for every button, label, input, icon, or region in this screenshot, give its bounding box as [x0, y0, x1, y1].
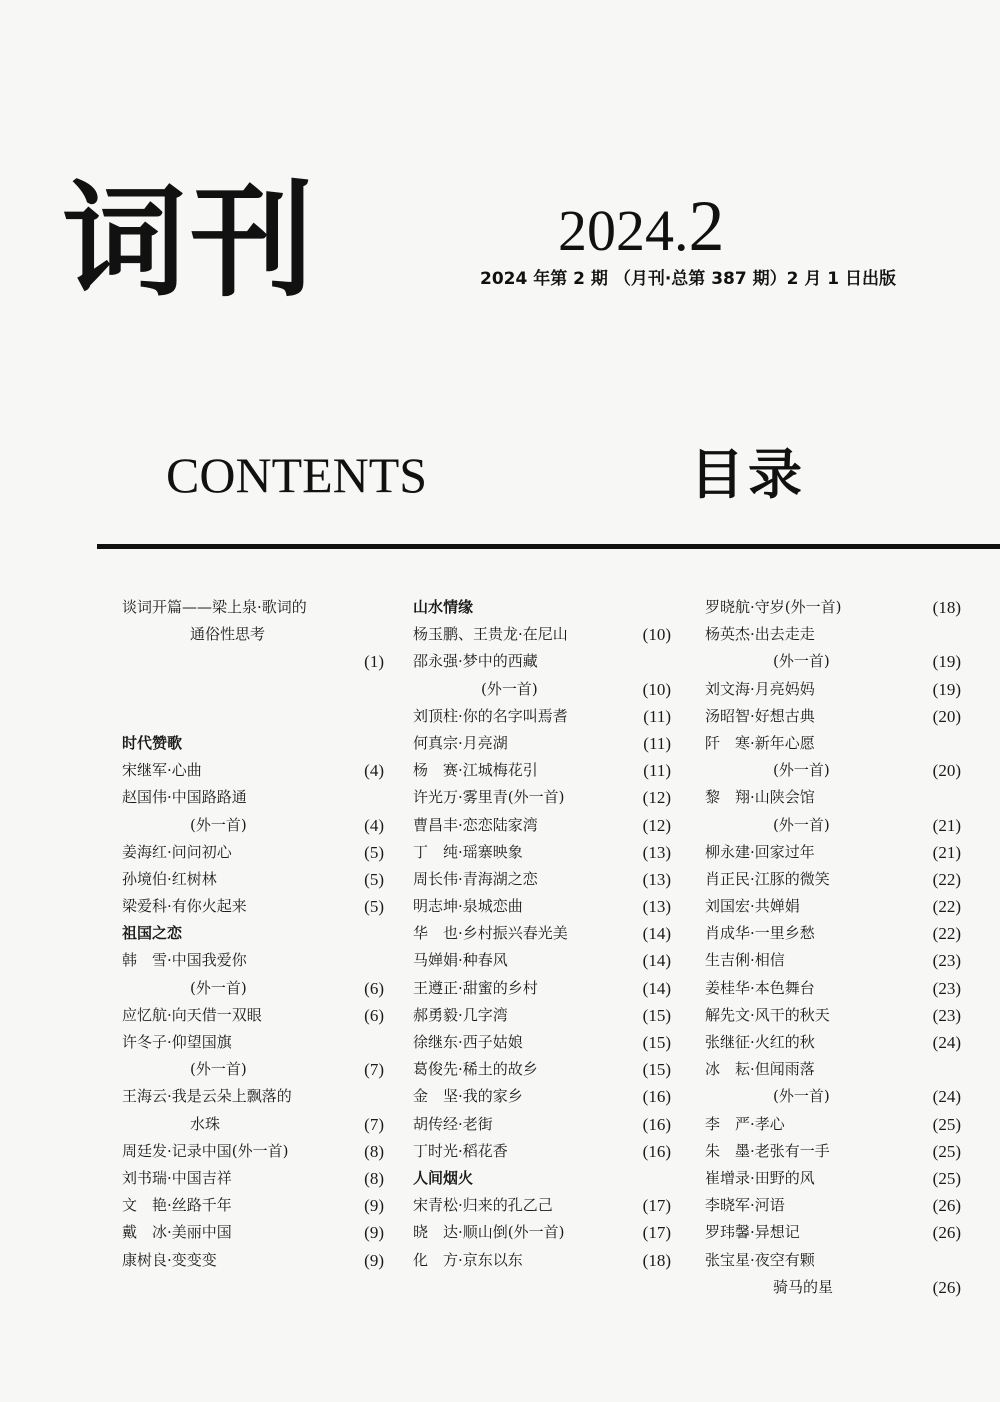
entry-title: 周廷发·记录中国(外一首) — [122, 1141, 289, 1160]
entry-page-number: (10) — [642, 679, 671, 699]
toc-entry — [705, 1274, 961, 1301]
entry-page-number: (11) — [643, 733, 671, 753]
toc-entry — [122, 1247, 384, 1274]
entry-page-number: (13) — [642, 842, 671, 862]
toc-entry — [122, 1138, 384, 1165]
entry-title: 化 方·京东以东 — [413, 1250, 523, 1269]
entry-title: 杨 赛·江城梅花引 — [413, 761, 538, 780]
entry-title: 邵永强·梦中的西藏 — [413, 652, 538, 671]
entry-page-number: (15) — [642, 1005, 671, 1025]
toc-entry — [122, 1219, 384, 1246]
entry-title: 郝勇毅·几字湾 — [413, 1005, 508, 1024]
entry-title: 阡 寒·新年心愿 — [705, 733, 815, 752]
entry-title: 姜桂华·本色舞台 — [705, 978, 815, 997]
entry-title: 生吉俐·相信 — [705, 951, 785, 970]
toc-entry — [705, 1111, 961, 1138]
entry-title: 赵国伟·中国路路通 — [122, 788, 247, 807]
entry-title: 许光万·雾里青(外一首) — [413, 788, 565, 807]
entry-title: 康树良·变变变 — [122, 1250, 217, 1269]
entry-page-number: (7) — [364, 1060, 384, 1080]
toc-entry — [413, 1029, 671, 1056]
entry-page-number: (22) — [932, 897, 961, 917]
entry-title: 杨玉鹏、王贵龙·在尼山 — [413, 625, 568, 644]
entry-title: 王遵正·甜蜜的乡村 — [413, 978, 538, 997]
toc-entry — [122, 947, 384, 974]
issue-subtitle: 2024 年第 2 期 （月刊·总第 387 期）2 月 1 日出版 — [480, 269, 897, 289]
entry-page-number: (15) — [642, 1033, 671, 1052]
entry-page-number: (20) — [932, 706, 961, 726]
entry-page-number: (15) — [642, 1060, 671, 1080]
entry-page-number: (14) — [642, 978, 671, 998]
entry-page-number: (8) — [364, 1168, 384, 1188]
divider-rule — [97, 544, 1000, 549]
entry-title: 孙境伯·红树林 — [122, 869, 217, 888]
toc-entry — [413, 703, 671, 730]
toc-entry — [122, 1165, 384, 1192]
entry-page-number: (25) — [932, 1141, 961, 1161]
toc-entry — [122, 648, 384, 675]
toc-entry — [705, 1219, 961, 1246]
entry-page-number: (1) — [364, 652, 384, 672]
toc-entry — [705, 757, 961, 784]
entry-page-number: (16) — [642, 1087, 671, 1107]
toc-entry — [705, 676, 961, 703]
toc-entry — [413, 1192, 671, 1219]
toc-entry — [122, 1192, 384, 1219]
toc-entry — [122, 866, 384, 893]
entry-title: (外一首) — [481, 679, 538, 698]
entry-title: 骑马的星 — [773, 1277, 834, 1296]
entry-page-number: (7) — [364, 1114, 384, 1134]
entry-page-number: (24) — [932, 1087, 961, 1107]
entry-page-number: (14) — [642, 924, 671, 944]
entry-page-number: (12) — [642, 815, 671, 835]
toc-entry — [705, 920, 961, 947]
toc-entry — [122, 1002, 384, 1029]
toc-entry — [705, 947, 961, 974]
entry-page-number: (18) — [932, 598, 961, 617]
toc-entry — [413, 866, 671, 893]
entry-title: (外一首) — [190, 815, 247, 834]
spacer — [122, 676, 384, 730]
entry-page-number: (16) — [642, 1114, 671, 1134]
toc-entry — [413, 648, 671, 675]
contents-heading-zh: 目录 — [690, 443, 806, 506]
toc-entry — [122, 594, 384, 621]
toc-entry — [413, 893, 671, 920]
entry-title: 罗玮馨·异想记 — [705, 1223, 800, 1242]
entry-page-number: (4) — [364, 815, 384, 835]
toc-entry — [705, 1192, 961, 1219]
toc-entry — [413, 1002, 671, 1029]
entry-page-number: (4) — [364, 761, 384, 781]
section-heading — [413, 1165, 671, 1192]
entry-page-number: (10) — [642, 625, 671, 645]
entry-title: (外一首) — [773, 761, 830, 780]
entry-title: (外一首) — [773, 815, 830, 834]
entry-title: 解先文·风干的秋天 — [705, 1005, 830, 1024]
entry-page-number: (14) — [642, 951, 671, 971]
entry-title: (外一首) — [190, 978, 247, 997]
toc-entry — [413, 1138, 671, 1165]
section-heading — [122, 730, 384, 757]
toc-entry — [705, 1029, 961, 1056]
entry-page-number: (20) — [932, 761, 961, 781]
entry-title: 谈词开篇——梁上泉·歌词的 — [122, 598, 307, 616]
entry-page-number: (19) — [932, 652, 961, 672]
toc-entry — [122, 621, 384, 648]
entry-page-number: (8) — [364, 1141, 384, 1161]
entry-title: 丁时光·稻花香 — [413, 1141, 508, 1160]
entry-title: 肖正民·江豚的微笑 — [705, 869, 830, 888]
entry-page-number: (17) — [642, 1223, 671, 1243]
toc-entry — [413, 839, 671, 866]
entry-page-number: (5) — [364, 842, 384, 862]
toc-entry — [413, 975, 671, 1002]
entry-title: 刘顶柱·你的名字叫焉耆 — [413, 706, 568, 725]
toc-entry — [413, 757, 671, 784]
toc-entry — [122, 893, 384, 920]
entry-page-number: (5) — [364, 869, 384, 889]
toc-entry — [122, 975, 384, 1002]
entry-title: 朱 墨·老张有一手 — [705, 1141, 830, 1160]
entry-title: 金 坚·我的家乡 — [413, 1087, 523, 1106]
toc-column-3 — [705, 594, 961, 1301]
section-title: 人间烟火 — [413, 1168, 474, 1187]
entry-title: 通俗性思考 — [190, 625, 266, 644]
entry-page-number: (26) — [932, 1277, 961, 1297]
toc-entry — [122, 839, 384, 866]
toc-entry — [413, 784, 671, 811]
toc-entry — [122, 1083, 384, 1110]
entry-title: (外一首) — [773, 652, 830, 671]
entry-page-number: (21) — [932, 815, 961, 835]
entry-title: 华 也·乡村振兴春光美 — [413, 924, 568, 943]
toc-entry — [705, 1247, 961, 1274]
entry-title: 徐继东·西子姑娘 — [413, 1033, 523, 1051]
entry-title: 周长伟·青海湖之恋 — [413, 869, 538, 888]
entry-page-number: (12) — [642, 788, 671, 808]
entry-page-number: (22) — [932, 869, 961, 889]
toc-entry — [705, 1002, 961, 1029]
entry-title: 韩 雪·中国我爱你 — [122, 951, 247, 970]
section-title: 祖国之恋 — [122, 924, 183, 943]
toc-entry — [705, 893, 961, 920]
entry-title: 文 艳·丝路千年 — [122, 1196, 232, 1215]
entry-page-number: (25) — [932, 1168, 961, 1188]
entry-page-number: (9) — [364, 1196, 384, 1216]
entry-page-number: (21) — [932, 842, 961, 862]
entry-page-number: (9) — [364, 1223, 384, 1243]
entry-title: 杨英杰·出去走走 — [705, 625, 815, 644]
entry-title: 戴 冰·美丽中国 — [122, 1223, 232, 1242]
toc-entry — [705, 812, 961, 839]
toc-entry — [705, 784, 961, 811]
entry-title: 李晓军·河语 — [705, 1196, 785, 1215]
entry-title: 宋继军·心曲 — [122, 761, 202, 780]
entry-page-number: (22) — [932, 924, 961, 944]
toc-entry — [413, 920, 671, 947]
entry-title: 刘书瑞·中国吉祥 — [122, 1168, 232, 1187]
entry-page-number: (11) — [643, 761, 671, 781]
toc-entry — [705, 1138, 961, 1165]
entry-title: 晓 达·顺山倒(外一首) — [413, 1223, 565, 1242]
entry-title: 明志坤·泉城恋曲 — [413, 897, 523, 916]
toc-entry — [122, 757, 384, 784]
entry-title: 罗晓航·守岁(外一首) — [705, 598, 842, 616]
toc-entry — [413, 1083, 671, 1110]
entry-page-number: (6) — [364, 978, 384, 998]
toc-entry — [705, 703, 961, 730]
toc-entry — [705, 730, 961, 757]
entry-title: 水珠 — [190, 1114, 221, 1133]
entry-title: 刘文海·月亮妈妈 — [705, 679, 815, 698]
entry-title: 崔增录·田野的风 — [705, 1168, 815, 1187]
entry-title: 胡传经·老街 — [413, 1114, 493, 1133]
toc-entry — [705, 975, 961, 1002]
entry-title: 何真宗·月亮湖 — [413, 733, 508, 752]
entry-page-number: (19) — [932, 679, 961, 699]
entry-page-number: (23) — [932, 978, 961, 998]
entry-title: 柳永建·回家过年 — [705, 842, 815, 861]
toc-entry — [122, 784, 384, 811]
entry-title: 许冬子·仰望国旗 — [122, 1033, 232, 1052]
entry-title: 曹昌丰·恋恋陆家湾 — [413, 815, 538, 834]
entry-title: 姜海红·问问初心 — [122, 842, 232, 861]
entry-page-number: (13) — [642, 869, 671, 889]
section-heading — [122, 920, 384, 947]
entry-page-number: (9) — [364, 1250, 384, 1270]
entry-title: 王海云·我是云朵上飘落的 — [122, 1087, 292, 1106]
entry-title: 张宝星·夜空有颗 — [705, 1250, 815, 1269]
entry-title: 宋青松·归来的孔乙己 — [413, 1196, 553, 1215]
entry-page-number: (16) — [642, 1141, 671, 1161]
toc-entry — [122, 1056, 384, 1083]
entry-page-number: (17) — [642, 1196, 671, 1216]
issue-year: 2024. — [558, 198, 689, 263]
toc-entry — [122, 1029, 384, 1056]
toc-entry — [705, 839, 961, 866]
entry-page-number: (23) — [932, 951, 961, 971]
entry-page-number: (6) — [364, 1005, 384, 1025]
entry-title: (外一首) — [773, 1087, 830, 1106]
entry-page-number: (26) — [932, 1196, 961, 1216]
entry-title: (外一首) — [190, 1060, 247, 1079]
toc-entry — [413, 1247, 671, 1274]
entry-title: 刘国宏·共婵娟 — [705, 897, 800, 916]
toc-entry — [413, 1111, 671, 1138]
entry-page-number: (11) — [643, 706, 671, 726]
entry-page-number: (13) — [642, 897, 671, 917]
entry-page-number: (18) — [642, 1250, 671, 1270]
toc-entry — [413, 730, 671, 757]
toc-entry — [705, 1056, 961, 1083]
issue-number — [558, 186, 725, 266]
toc-entry — [705, 1083, 961, 1110]
toc-entry — [122, 1111, 384, 1138]
entry-page-number: (26) — [932, 1223, 961, 1243]
entry-title: 冰 耘·但闻雨落 — [705, 1060, 815, 1079]
issue-month: 2 — [688, 186, 725, 266]
toc-entry — [122, 812, 384, 839]
section-heading — [413, 594, 671, 621]
entry-page-number: (23) — [932, 1005, 961, 1025]
entry-title: 葛俊先·稀土的故乡 — [413, 1060, 538, 1079]
toc-entry — [705, 1165, 961, 1192]
entry-title: 黎 翔·山陕会馆 — [705, 788, 815, 807]
contents-heading-en: CONTENTS — [166, 447, 428, 503]
toc-column-2 — [413, 594, 671, 1274]
entry-title: 应忆航·向天借一双眼 — [122, 1005, 262, 1024]
entry-title: 马婵娟·种春风 — [413, 951, 508, 970]
toc-entry — [413, 1056, 671, 1083]
entry-page-number: (5) — [364, 897, 384, 917]
toc-entry — [413, 812, 671, 839]
entry-page-number: (25) — [932, 1114, 961, 1134]
toc-entry — [413, 676, 671, 703]
entry-title: 肖成华·一里乡愁 — [705, 924, 815, 943]
entry-title: 张继征·火红的秋 — [705, 1033, 815, 1051]
entry-page-number: (24) — [932, 1033, 961, 1052]
toc-entry — [413, 947, 671, 974]
entry-title: 汤昭智·好想古典 — [705, 706, 815, 725]
entry-title: 梁爱科·有你火起来 — [122, 897, 247, 916]
toc-entry — [413, 621, 671, 648]
toc-entry — [705, 594, 961, 621]
entry-title: 丁 纯·瑶寨映象 — [413, 842, 523, 861]
magazine-logo: 词刊 — [62, 170, 319, 314]
toc-entry — [705, 648, 961, 675]
toc-entry — [413, 1219, 671, 1246]
entry-title: 李 严·孝心 — [705, 1114, 785, 1133]
toc-entry — [705, 621, 961, 648]
section-title: 时代赞歌 — [122, 733, 183, 752]
section-title: 山水情缘 — [413, 598, 474, 616]
toc-column-1 — [122, 594, 384, 1274]
toc-entry — [705, 866, 961, 893]
